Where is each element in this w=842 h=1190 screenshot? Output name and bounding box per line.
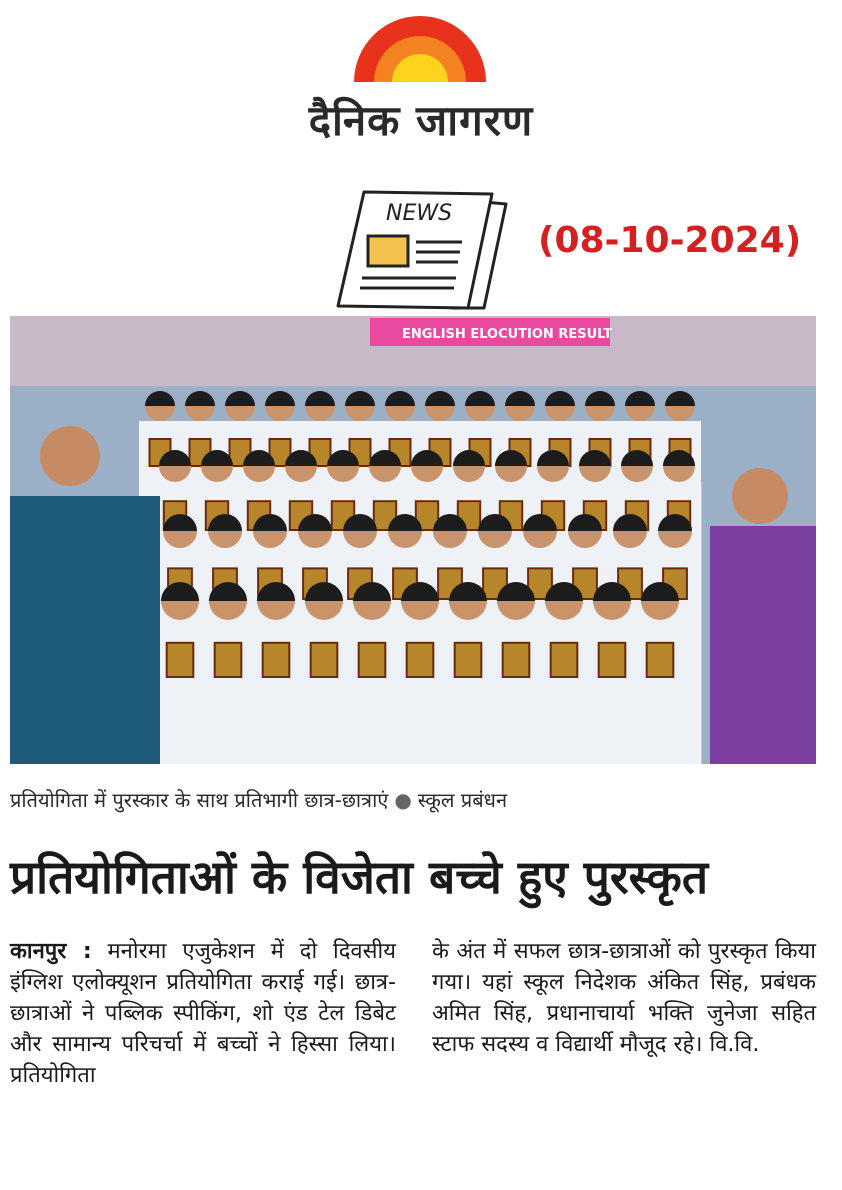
bullet-icon: ● <box>394 788 412 812</box>
article-column-right <box>432 936 816 1060</box>
photo-credit: स्कूल प्रबंधन <box>417 788 508 812</box>
dateline: कानपुर : <box>10 939 92 964</box>
dainik-jagran-sun-logo <box>350 10 490 86</box>
article-column-left <box>10 936 396 1091</box>
caption-text: प्रतियोगिता में पुरस्कार के साथ प्रतिभागी छात्र-छात्राएं <box>10 788 389 812</box>
photo-caption <box>10 786 816 813</box>
photo-banner-text: ENGLISH ELOCUTION RESULT <box>402 327 613 342</box>
news-icon-label: NEWS <box>386 201 453 226</box>
article-left-text: मनोरमा एजुकेशन में दो दिवसीय इंग्लिश एलोक्यूशन प्रतियोगिता कराई गई। छात्र-छात्राओं ने पब्लिक स्पीकिंग, शो एंड टेल डिबेट और सामान्य परिचर्चा में बच्चों ने हिस्सा लिया। प्रतियोगिता <box>10 939 396 1088</box>
publication-date: (08-10-2024) <box>538 220 802 261</box>
headline: प्रतियोगिताओं के विजेता बच्चे हुए पुरस्कृत <box>10 850 709 904</box>
newspaper-icon <box>334 186 510 314</box>
masthead-title: दैनिक जागरण <box>308 96 534 145</box>
article-right-text: के अंत में सफल छात्र-छात्राओं को पुरस्कृत किया गया। यहां स्कूल निदेशक अंकित सिंह, प्रबंधक अमित सिंह, प्रधानाचार्या भक्ति जुनेजा सहित स्टाफ सदस्य व विद्यार्थी मौजूद रहे। वि.वि. <box>432 939 816 1057</box>
news-photo <box>10 316 816 764</box>
students-group <box>139 391 701 764</box>
